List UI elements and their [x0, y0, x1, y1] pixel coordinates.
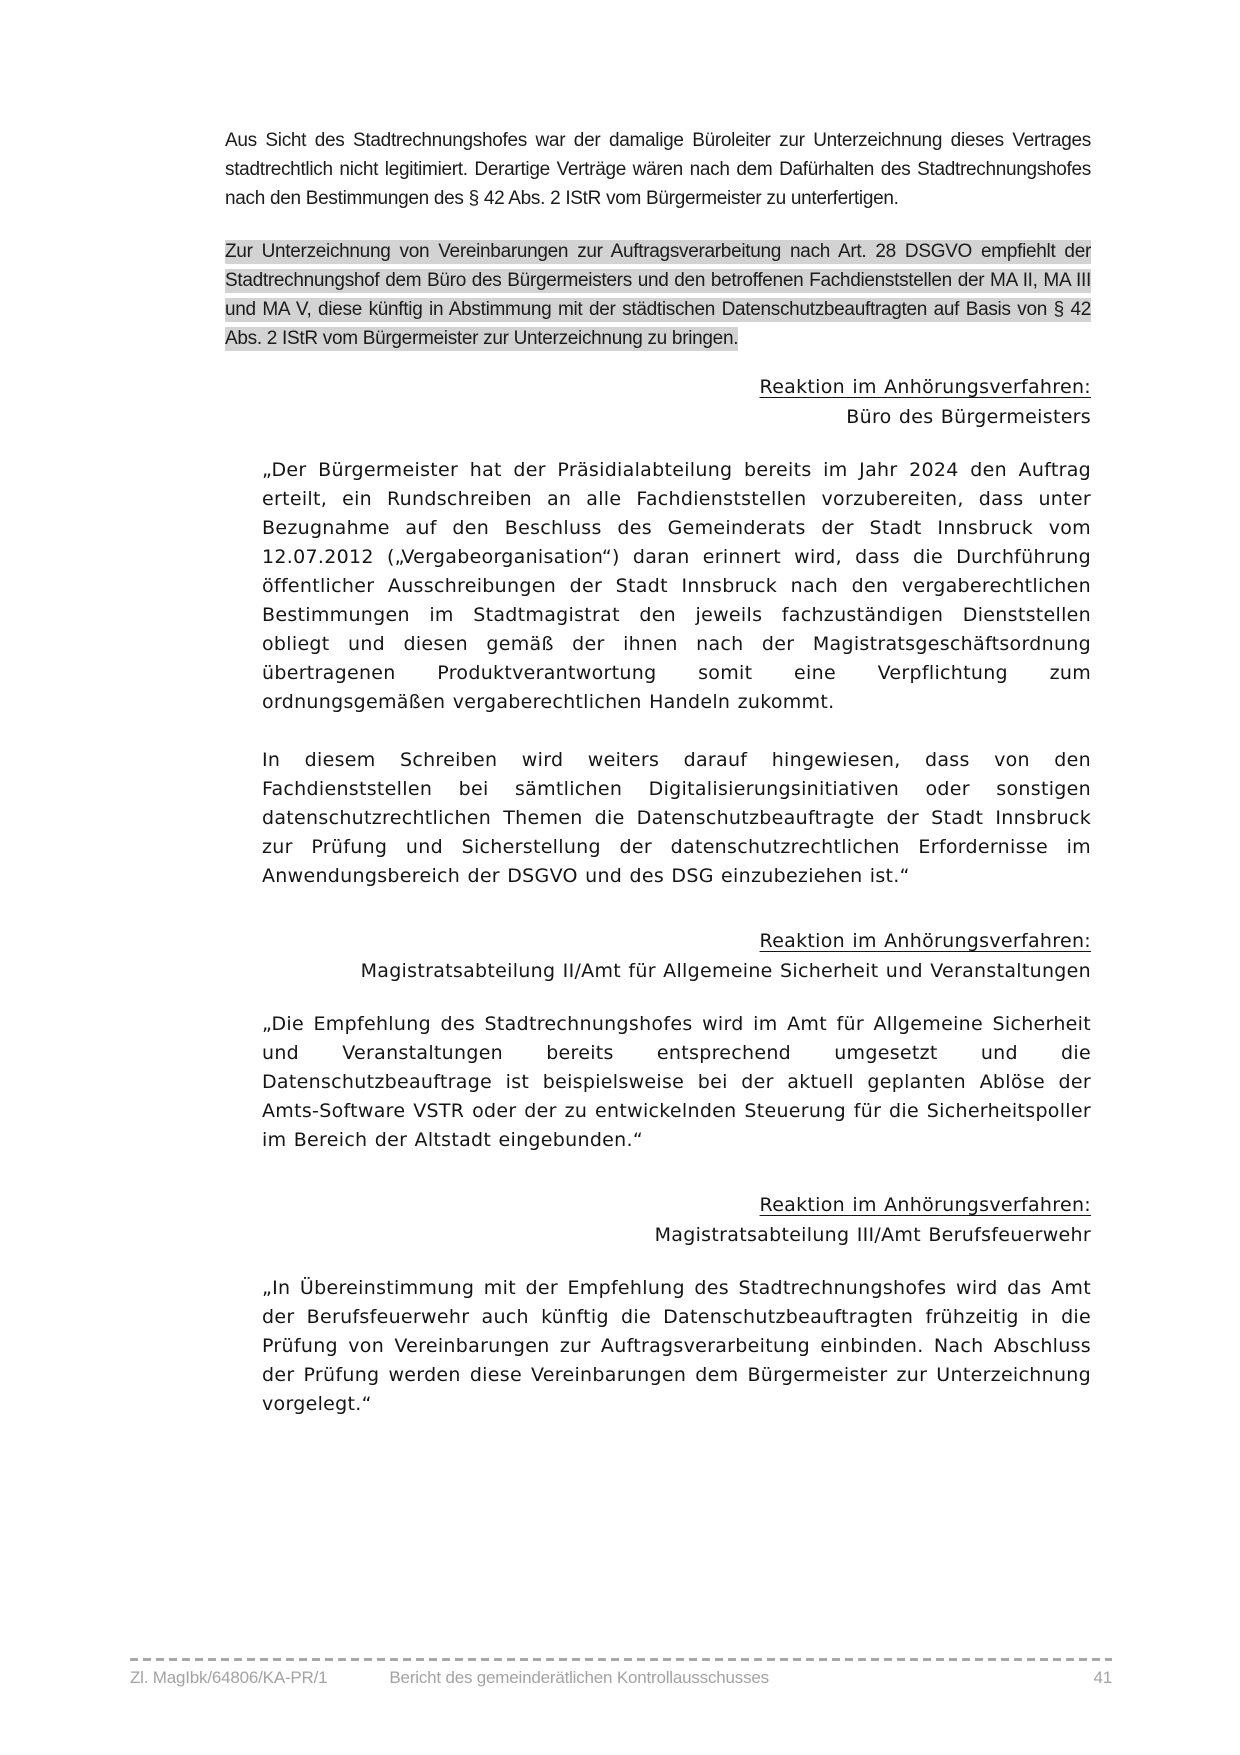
- footer-reference: Zl. MagIbk/64806/KA-PR/1: [130, 1668, 328, 1687]
- section-buero-buergermeister: [225, 373, 1091, 891]
- section-ma2-sicherheit: [225, 927, 1091, 1155]
- footer-row: [130, 1668, 1112, 1688]
- section-heading: Reaktion im Anhörungsverfahren:: [759, 1194, 1091, 1216]
- quote-paragraph: „Die Empfehlung des Stadtrechnungshofes wird im Amt für Allgemeine Sicherheit und Veranstaltungen bereits entsprechend umgesetzt und die Datenschutzbeauftrage ist beispielsweise bei der aktuell geplanten Ablöse der Amts-Software VSTR oder der zu entwickelnden Steuerung für die Sicherheitspoller im Bereich der Altstadt eingebunden.“: [262, 1013, 1091, 1151]
- footer-report-title: Bericht des gemeinderätlichen Kontrollausschusses: [389, 1668, 769, 1687]
- recommendation-paragraph: [225, 237, 1091, 353]
- section-heading: Reaktion im Anhörungsverfahren:: [759, 376, 1091, 398]
- quote-block: [225, 1010, 1091, 1155]
- intro-paragraph: Aus Sicht des Stadtrechnungshofes war der damalige Büroleiter zur Unterzeichnung dieses Vertrages stadtrechtlich nicht legitimiert. Derartige Verträge wären nach dem Dafürhalten des Stadtrechnungshofes nach den Bestimmungen des § 42 Abs. 2 IStR vom Bürgermeister zu unterfertigen.: [225, 130, 1091, 209]
- page-footer: [130, 1658, 1112, 1688]
- section-subheading: Büro des Bürgermeisters: [846, 406, 1091, 428]
- footer-dashed-divider: [130, 1658, 1112, 1661]
- footer-page-number: 41: [1093, 1668, 1112, 1687]
- quote-paragraph: „Der Bürgermeister hat der Präsidialabteilung bereits im Jahr 2024 den Auftrag erteilt, ein Rundschreiben an alle Fachdienststellen vorzubereiten, dass unter Bezugnahme auf den Beschluss des Gemeinderats der Stadt Innsbruck vom 12.07.2012 („Vergabeorganisation“) daran erinnert wird, dass die Durchführung öffentlicher Ausschreibungen der Stadt Innsbruck nach den vergaberechtlichen Bestimmungen im Stadtmagistrat den jeweils fachzuständigen Dienststellen obliegt und diesen gemäß der ihnen nach der Magistratsgeschäftsordnung übertragenen Produktverantwortung somit eine Verpflichtung zum ordnungsgemäßen vergaberechtlichen Handeln zukommt.: [262, 459, 1091, 713]
- page-content: [225, 126, 1091, 1455]
- quote-block: [225, 1274, 1091, 1419]
- quote-paragraph: „In Übereinstimmung mit der Empfehlung des Stadtrechnungshofes wird das Amt der Berufsfeuerwehr auch künftig die Datenschutzbeauftragten frühzeitig in die Prüfung von Vereinbarungen zur Auftragsverarbeitung einbinden. Nach Abschluss der Prüfung werden diese Vereinbarungen dem Bürgermeister zur Unterzeichnung vorgelegt.“: [262, 1277, 1091, 1415]
- recommendation-highlight: Zur Unterzeichnung von Vereinbarungen zur Auftragsverarbeitung nach Art. 28 DSGVO empfiehlt der Stadtrechnungshof dem Büro des Bürgermeisters und den betroffenen Fachdienststellen der MA II, MA III und MA V, diese künftig in Abstimmung mit der städtischen Datenschutzbeauftragten auf Basis von § 42 Abs. 2 IStR vom Bürgermeister zur Unterzeichnung zu bringen.: [225, 241, 1091, 349]
- section-heading: Reaktion im Anhörungsverfahren:: [759, 930, 1091, 952]
- quote-paragraph: In diesem Schreiben wird weiters darauf hingewiesen, dass von den Fachdienststellen bei sämtlichen Digitalisierungsinitiativen oder sonstigen datenschutzrechtlichen Themen die Datenschutzbeauftragte der Stadt Innsbruck zur Prüfung und Sicherstellung der datenschutzrechtlichen Erfordernisse im Anwendungsbereich der DSGVO und des DSG einzubeziehen ist.“: [262, 749, 1091, 887]
- quote-block: [225, 456, 1091, 891]
- section-ma3-berufsfeuerwehr: [225, 1191, 1091, 1419]
- section-subheading: Magistratsabteilung II/Amt für Allgemeine Sicherheit und Veranstaltungen: [360, 960, 1091, 982]
- section-subheading: Magistratsabteilung III/Amt Berufsfeuerwehr: [654, 1224, 1091, 1246]
